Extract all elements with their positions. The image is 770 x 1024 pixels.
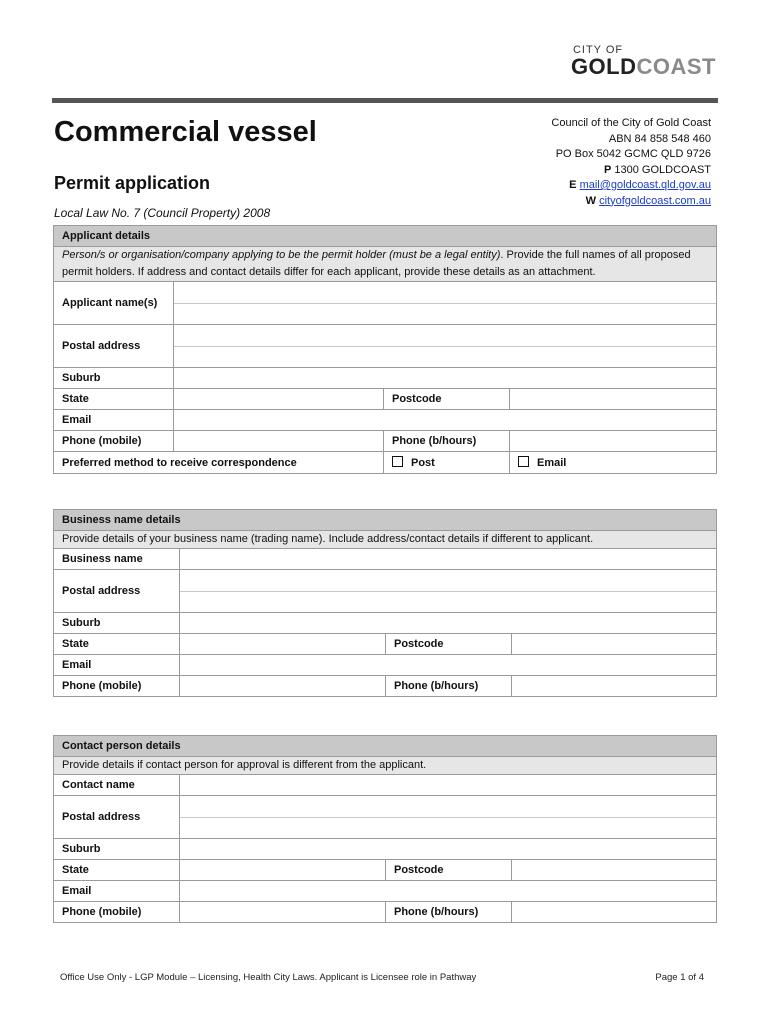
- business-name-label: Business name: [54, 549, 180, 570]
- business-suburb-input[interactable]: [180, 613, 717, 634]
- section-heading-applicant: Applicant details: [54, 226, 717, 247]
- council-email: [551, 178, 711, 194]
- applicant-instructions-rest: . Provide the full names of all proposed permit holders. If address and contact details differ for each applicant, provide these details as an attachment.: [62, 249, 691, 278]
- business-details-table: [53, 509, 717, 697]
- business-postal-label: Postal address: [54, 570, 180, 613]
- council-abn: ABN 84 858 548 460: [608, 132, 711, 145]
- business-email-input[interactable]: [180, 655, 717, 676]
- business-instructions: Provide details of your business name (trading name). Include address/contact details if different to applicant.: [54, 531, 717, 549]
- business-state-label: State: [54, 634, 180, 655]
- logo-city-of: CITY OF: [572, 44, 624, 56]
- section-heading-business: Business name details: [54, 510, 717, 531]
- contact-postal-line-1[interactable]: [180, 796, 716, 817]
- logo-coast: COAST: [636, 54, 716, 79]
- preferred-correspondence-label: Preferred method to receive correspondence: [54, 452, 384, 474]
- applicant-state-input[interactable]: [174, 389, 384, 410]
- local-law-reference: Local Law No. 7 (Council Property) 2008: [54, 206, 271, 220]
- email-checkbox[interactable]: [518, 456, 529, 467]
- page-subtitle: Permit application: [54, 173, 211, 193]
- footer-office-use: Office Use Only - LGP Module – Licensing, Health City Laws. Applicant is Licensee role in Pathway: [60, 972, 477, 983]
- contact-postcode-label: Postcode: [386, 860, 512, 881]
- applicant-email-label: Email: [54, 410, 174, 431]
- council-contact-block: [551, 116, 711, 209]
- council-web-link[interactable]: cityofgoldcoast.com.au: [599, 194, 711, 207]
- applicant-postcode-label: Postcode: [384, 389, 510, 410]
- page-footer: [60, 972, 704, 983]
- business-mobile-label: Phone (mobile): [54, 676, 180, 697]
- applicant-mobile-input[interactable]: [174, 431, 384, 452]
- post-label: Post: [411, 457, 435, 469]
- applicant-mobile-label: Phone (mobile): [54, 431, 174, 452]
- council-po-box: PO Box 5042 GCMC QLD 9726: [555, 148, 711, 160]
- business-state-input[interactable]: [180, 634, 386, 655]
- contact-instructions: Provide details if contact person for approval is different from the applicant.: [54, 757, 717, 775]
- applicant-instructions-italic: Person/s or organisation/company applying to be the permit holder (must be a legal entity): [62, 249, 501, 261]
- business-postcode-label: Postcode: [386, 634, 512, 655]
- email-label: E: [569, 179, 577, 191]
- contact-postcode-input[interactable]: [512, 860, 717, 881]
- contact-email-label: Email: [54, 881, 180, 902]
- contact-state-input[interactable]: [180, 860, 386, 881]
- applicant-details-table: [53, 225, 717, 474]
- applicant-postal-label: Postal address: [54, 325, 174, 368]
- contact-postal-label: Postal address: [54, 796, 180, 839]
- business-name-input[interactable]: [180, 549, 717, 570]
- web-label: W: [585, 194, 597, 207]
- applicant-instructions: [54, 247, 717, 282]
- page-title: Commercial vessel: [54, 116, 317, 148]
- applicant-suburb-input[interactable]: [174, 368, 717, 389]
- applicant-postal-line-2[interactable]: [174, 346, 716, 367]
- city-logo: [571, 44, 716, 78]
- phone-label: P: [604, 163, 612, 176]
- contact-mobile-input[interactable]: [180, 902, 386, 923]
- contact-suburb-input[interactable]: [180, 839, 717, 860]
- applicant-name-label: Applicant name(s): [54, 282, 174, 325]
- email-option-label: Email: [537, 457, 567, 469]
- contact-state-label: State: [54, 860, 180, 881]
- logo-gold: GOLD: [570, 54, 637, 79]
- contact-bhours-label: Phone (b/hours): [386, 902, 512, 923]
- contact-suburb-label: Suburb: [54, 839, 180, 860]
- business-suburb-label: Suburb: [54, 613, 180, 634]
- applicant-suburb-label: Suburb: [54, 368, 174, 389]
- applicant-postal-line-1[interactable]: [174, 325, 716, 346]
- applicant-bhours-label: Phone (b/hours): [384, 431, 510, 452]
- business-postcode-input[interactable]: [512, 634, 717, 655]
- logo-wordmark: [571, 56, 716, 78]
- applicant-name-line-1[interactable]: [174, 282, 716, 303]
- applicant-name-line-2[interactable]: [174, 303, 716, 324]
- contact-mobile-label: Phone (mobile): [54, 902, 180, 923]
- business-postal-line-1[interactable]: [180, 570, 716, 591]
- contact-name-label: Contact name: [54, 775, 180, 796]
- post-checkbox[interactable]: [392, 456, 403, 467]
- business-postal-input[interactable]: [180, 570, 717, 613]
- business-email-label: Email: [54, 655, 180, 676]
- applicant-name-input[interactable]: [174, 282, 717, 325]
- contact-email-input[interactable]: [180, 881, 717, 902]
- page-number: Page 1 of 4: [655, 972, 704, 983]
- contact-details-table: [53, 735, 717, 923]
- business-bhours-input[interactable]: [512, 676, 717, 697]
- contact-postal-line-2[interactable]: [180, 817, 716, 838]
- applicant-state-label: State: [54, 389, 174, 410]
- section-heading-contact: Contact person details: [54, 736, 717, 757]
- applicant-postcode-input[interactable]: [510, 389, 717, 410]
- council-name: Council of the City of Gold Coast: [551, 117, 711, 129]
- contact-postal-input[interactable]: [180, 796, 717, 839]
- applicant-email-input[interactable]: [174, 410, 717, 431]
- council-web: [551, 194, 711, 210]
- business-mobile-input[interactable]: [180, 676, 386, 697]
- contact-bhours-input[interactable]: [512, 902, 717, 923]
- business-postal-line-2[interactable]: [180, 591, 716, 612]
- applicant-postal-input[interactable]: [174, 325, 717, 368]
- applicant-bhours-input[interactable]: [510, 431, 717, 452]
- council-email-link[interactable]: mail@goldcoast.qld.gov.au: [579, 179, 711, 191]
- council-phone: [551, 163, 711, 179]
- phone-value: 1300 GOLDCOAST: [614, 163, 711, 176]
- business-bhours-label: Phone (b/hours): [386, 676, 512, 697]
- contact-name-input[interactable]: [180, 775, 717, 796]
- option-email[interactable]: [510, 452, 717, 474]
- option-post[interactable]: [384, 452, 510, 474]
- header-rule: [52, 98, 718, 103]
